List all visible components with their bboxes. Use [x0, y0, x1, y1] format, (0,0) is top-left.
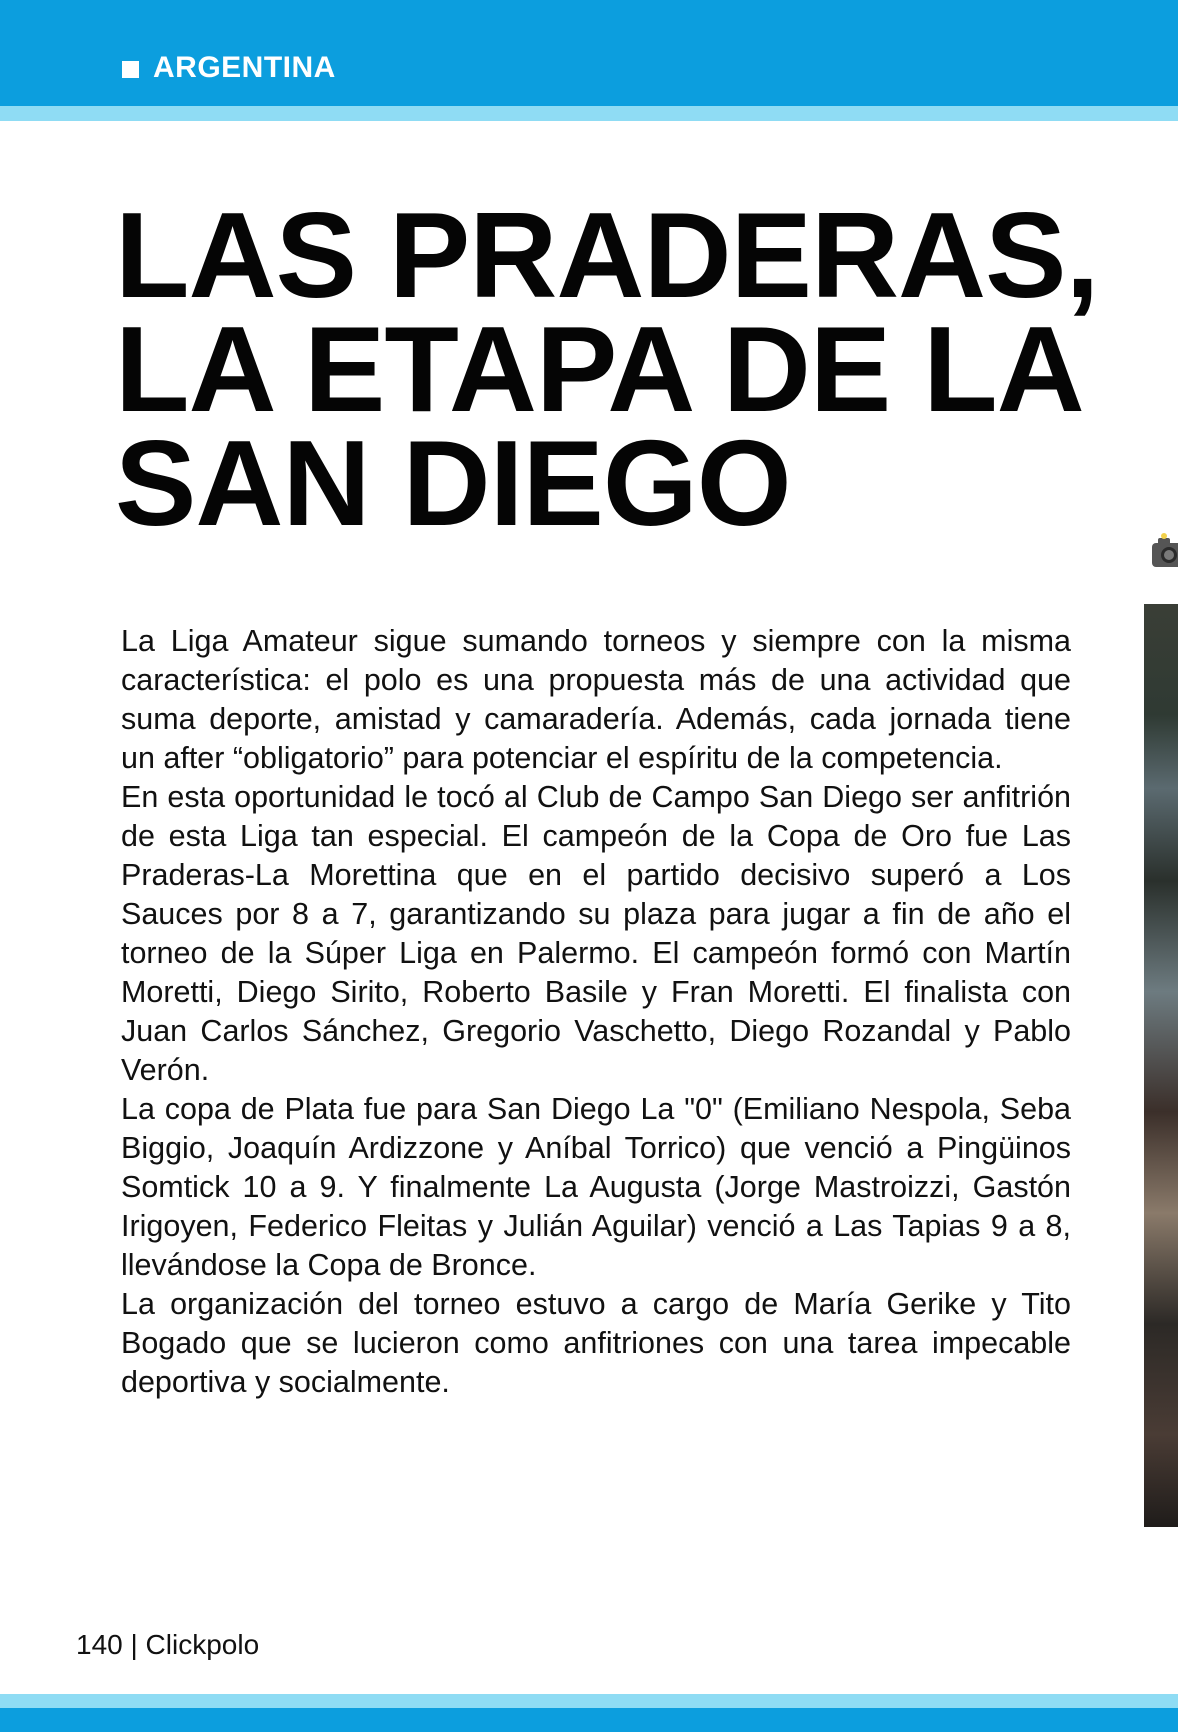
- header-stripe: [0, 106, 1178, 121]
- headline-line-1: LAS PRADERAS,: [115, 187, 1099, 323]
- article-body: [121, 622, 1071, 1402]
- section-label: ARGENTINA: [153, 51, 336, 84]
- camera-icon: [1150, 531, 1178, 571]
- footer-bar: [0, 1708, 1178, 1732]
- article-photo: [1144, 604, 1178, 1527]
- article-paragraph: La Liga Amateur sigue sumando torneos y siempre con la misma característica: el polo es una propuesta más de una actividad que suma deporte, amistad y camaradería. Además, cada jornada tiene un after “obligatorio” para potenciar el espíritu de la competencia.: [121, 624, 1071, 775]
- page-footer: 140 | Clickpolo: [76, 1629, 260, 1660]
- article-headline: [115, 187, 1099, 551]
- section-square-icon: [122, 61, 139, 78]
- article-paragraph: En esta oportunidad le tocó al Club de Campo San Diego ser anfitrión de esta Liga tan especial. El campeón de la Copa de Oro fue Las Praderas-La Morettina que en el partido decisivo superó a Los Sauces por 8 a 7, garantizando su plaza para jugar a fin de año el torneo de la Súper Liga en Palermo. El campeón formó con Martín Moretti, Diego Sirito, Roberto Basile y Fran Moretti. El finalista con Juan Carlos Sánchez, Gregorio Vaschetto, Diego Rozandal y Pablo Verón.: [121, 780, 1071, 1087]
- article-paragraph: La organización del torneo estuvo a cargo de María Gerike y Tito Bogado que se lucieron como anfitriones con una tarea impecable deportiva y socialmente.: [121, 1287, 1071, 1399]
- article-paragraph: La copa de Plata fue para San Diego La "0" (Emiliano Nespola, Seba Biggio, Joaquín Ardizzone y Aníbal Torrico) que venció a Pingüinos Somtick 10 a 9. Y finalmente La Augusta (Jorge Mastroizzi, Gastón Irigoyen, Federico Fleitas y Julián Aguilar) venció a Las Tapias 9 a 8, llevándose la Copa de Bronce.: [121, 1092, 1071, 1282]
- headline-line-3: SAN DIEGO: [115, 415, 791, 551]
- footer-stripe: [0, 1694, 1178, 1708]
- headline-line-2: LA ETAPA DE LA: [115, 301, 1084, 437]
